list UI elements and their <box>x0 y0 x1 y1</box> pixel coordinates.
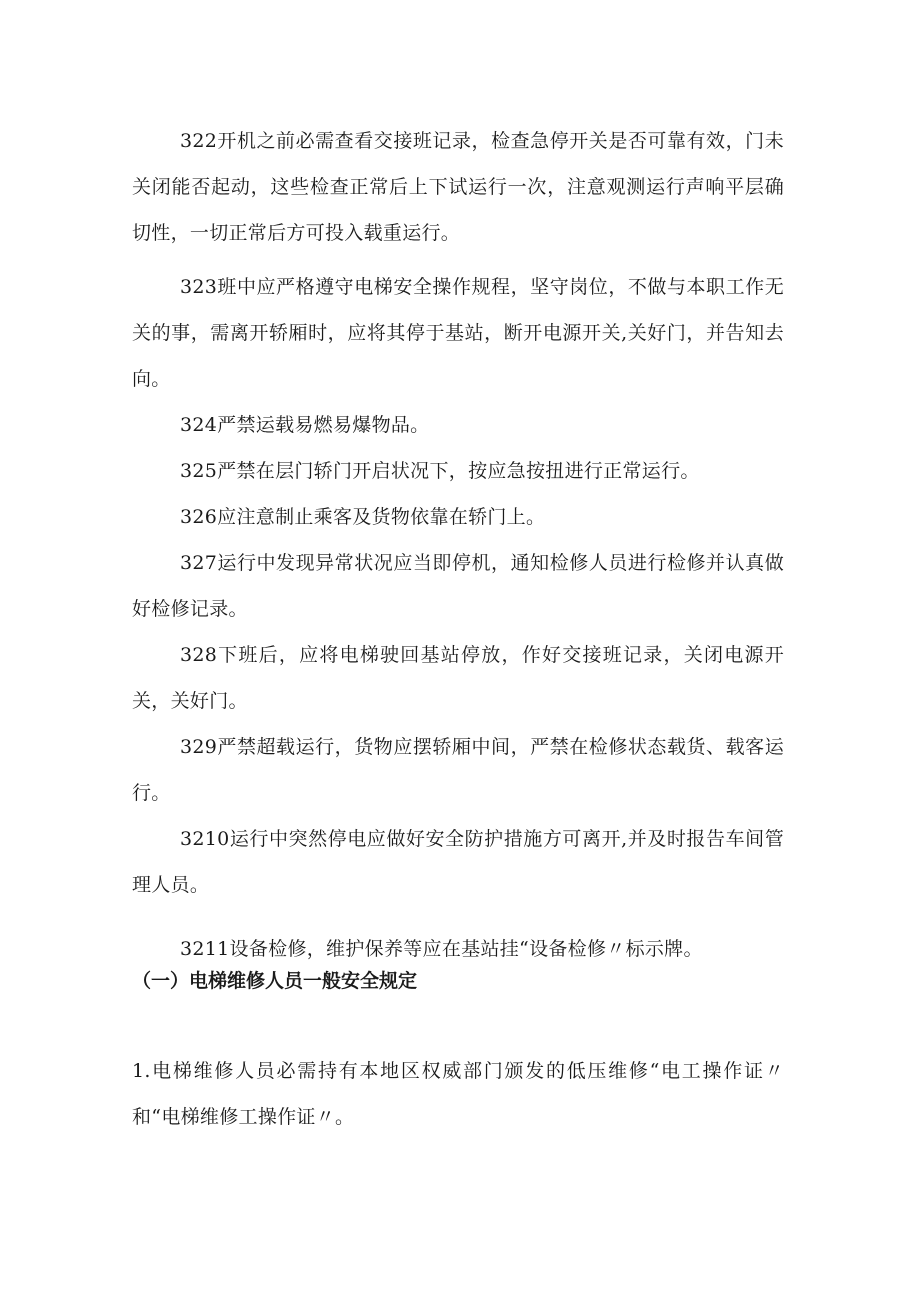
rule-item: 1.电梯维修人员必需持有本地区权威部门颁发的低压维修“电工操作证〃和“电梯维修工操作证〃。 <box>132 1060 784 1128</box>
paragraph-325: 325严禁在层门轿门开启状况下，按应急按扭进行正常运行。 <box>180 460 700 482</box>
paragraph-329: 329严禁超载运行，货物应摆轿厢中间，严禁在检修状态载货、载客运行。 <box>132 736 784 804</box>
paragraph-326: 326应注意制止乘客及货物依靠在轿门上。 <box>180 506 546 528</box>
paragraph-3211: 3211设备检修，维护保养等应在基站挂“设备检修〃标示牌。 <box>180 938 703 960</box>
paragraph-322: 322开机之前必需查看交接班记录，检查急停开关是否可靠有效，门未关闭能否起动，这些检查正常后上下试运行一次，注意观测运行声响平层确切性，一切正常后方可投入载重运行。 <box>132 130 784 244</box>
paragraph-323: 323班中应严格遵守电梯安全操作规程，坚守岗位，不做与本职工作无关的事，需离开轿厢时，应将其停于基站，断开电源开关,关好门，并告知去向。 <box>132 276 784 390</box>
paragraph-3210: 3210运行中突然停电应做好安全防护措施方可离开,并及时报告车间管理人员。 <box>132 828 784 896</box>
paragraph-324: 324严禁运载易燃易爆物品。 <box>180 414 430 436</box>
paragraph-328: 328下班后，应将电梯驶回基站停放，作好交接班记录，关闭电源开关，关好门。 <box>132 644 784 712</box>
paragraph-327: 327运行中发现异常状况应当即停机，通知检修人员进行检修并认真做好检修记录。 <box>132 552 784 620</box>
section-heading: （一）电梯维修人员一般安全规定 <box>132 970 418 992</box>
